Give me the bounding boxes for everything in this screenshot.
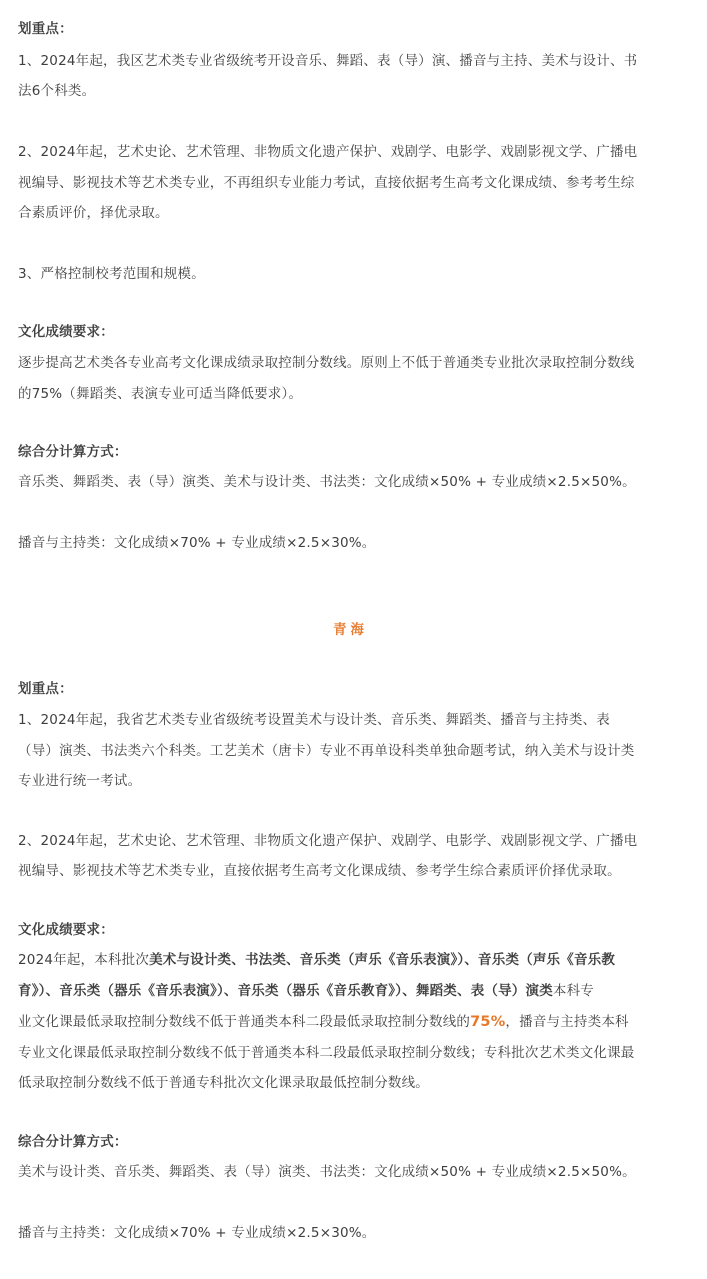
- formula-line: 音乐类、舞蹈类、表（导）演类、美术与设计类、书法类：文化成绩×50% + 专业成绩×2.5×50%。: [18, 474, 636, 490]
- paragraph-line: 法6个科类。: [18, 83, 96, 99]
- paragraph-line: 视编导、影视技术等艺术类专业，不再组织专业能力考试，直接依据考生高考文化课成绩、参考考生综: [18, 175, 635, 191]
- paragraph-line: 逐步提高艺术类各专业高考文化课成绩录取控制分数线。原则上不低于普通类专业批次录取控制分数线: [18, 355, 635, 371]
- text-run: 本科专: [552, 983, 595, 999]
- culture-requirements-title: 文化成绩要求：: [18, 922, 114, 938]
- key-points-title: 划重点：: [18, 681, 73, 697]
- paragraph-line: 专业文化课最低录取控制分数线不低于普通类本科二段最低录取控制分数线；专科批次艺术类文化课最: [18, 1045, 635, 1061]
- bold-text-run: 美术与设计类、书法类、音乐类（声乐《音乐表演》）、音乐类（声乐《音乐教: [149, 952, 616, 968]
- formula-line: 美术与设计类、音乐类、舞蹈类、表（导）演类、书法类：文化成绩×50% + 专业成绩×2.5×50%。: [18, 1164, 636, 1180]
- paragraph-line: 的75%（舞蹈类、表演专业可适当降低要求）。: [18, 386, 303, 402]
- paragraph-line: 视编导、影视技术等艺术类专业，直接依据考生高考文化课成绩、参考学生综合素质评价择优录取。: [18, 863, 621, 879]
- paragraph-line: [18, 981, 594, 1001]
- bold-text-run: 育》）、音乐类（器乐《音乐表演》）、音乐类（器乐《音乐教育》）、舞蹈类、表（导）演类: [18, 983, 553, 999]
- key-points-title: 划重点：: [18, 21, 73, 37]
- paragraph-line: [18, 950, 615, 970]
- text-run: ，播音与主持类本科: [505, 1014, 629, 1030]
- paragraph-line: 2、2024年起，艺术史论、艺术管理、非物质文化遗产保护、戏剧学、电影学、戏剧影视文学、广播电: [18, 833, 638, 849]
- paragraph-line: 1、2024年起，我区艺术类专业省级统考开设音乐、舞蹈、表（导）演、播音与主持、美术与设计、书: [18, 53, 638, 69]
- paragraph-line: 合素质评价，择优录取。: [18, 205, 169, 221]
- paragraph-line: 低录取控制分数线不低于普通专科批次文化课录取最低控制分数线。: [18, 1075, 429, 1091]
- highlight-percentage: 75%: [470, 1014, 506, 1030]
- paragraph-line: 3、严格控制校考范围和规模。: [18, 266, 205, 282]
- text-run: 2024年起，本科批次: [18, 952, 150, 968]
- score-formula-title: 综合分计算方式：: [18, 1134, 128, 1150]
- paragraph-line: 1、2024年起，我省艺术类专业省级统考设置美术与设计类、音乐类、舞蹈类、播音与主持类、表: [18, 712, 610, 728]
- text-run: 业文化课最低录取控制分数线不低于普通类本科二段最低录取控制分数线的: [18, 1014, 471, 1030]
- formula-line: 播音与主持类：文化成绩×70% + 专业成绩×2.5×30%。: [18, 1225, 376, 1241]
- paragraph-line: （导）演类、书法类六个科类。工艺美术（唐卡）专业不再单设科类单独命题考试，纳入美术与设计类: [18, 743, 635, 759]
- paragraph-line: 2、2024年起，艺术史论、艺术管理、非物质文化遗产保护、戏剧学、电影学、戏剧影视文学、广播电: [18, 144, 638, 160]
- score-formula-title: 综合分计算方式：: [18, 444, 128, 460]
- paragraph-line: 专业进行统一考试。: [18, 773, 142, 789]
- culture-requirements-title: 文化成绩要求：: [18, 324, 114, 340]
- province-heading: 青海: [333, 622, 368, 638]
- paragraph-line: [18, 1012, 629, 1032]
- formula-line: 播音与主持类：文化成绩×70% + 专业成绩×2.5×30%。: [18, 535, 376, 551]
